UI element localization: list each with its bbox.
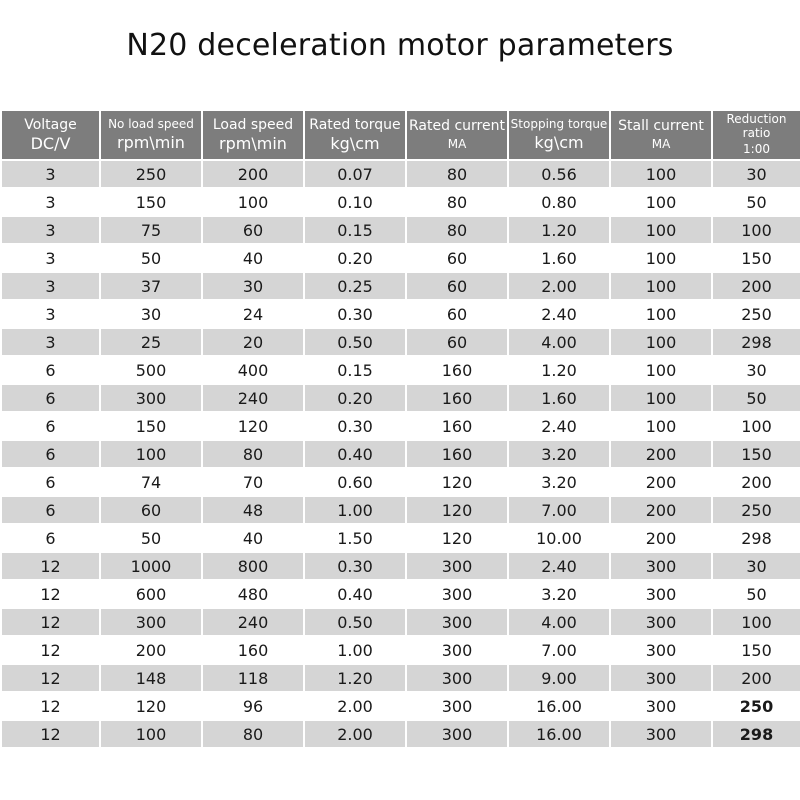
cell-stall-current: 100: [611, 301, 711, 327]
cell-voltage: 6: [2, 385, 99, 411]
cell-rated-current: 120: [407, 525, 507, 551]
cell-load-speed: 400: [203, 357, 303, 383]
cell-reduction-ratio: 100: [713, 413, 800, 439]
cell-rated-torque: 1.00: [305, 637, 405, 663]
cell-stall-current: 100: [611, 189, 711, 215]
cell-reduction-ratio: 150: [713, 637, 800, 663]
table-row: [2, 413, 800, 439]
cell-stall-current: 300: [611, 609, 711, 635]
cell-stall-current: 200: [611, 525, 711, 551]
cell-stall-current: 100: [611, 385, 711, 411]
cell-no-load-speed: 30: [101, 301, 201, 327]
cell-no-load-speed: 100: [101, 721, 201, 747]
cell-rated-torque: 1.20: [305, 665, 405, 691]
cell-no-load-speed: 200: [101, 637, 201, 663]
cell-stopping-torque: 2.00: [509, 273, 609, 299]
cell-rated-current: 300: [407, 553, 507, 579]
cell-reduction-ratio: 150: [713, 441, 800, 467]
table-row: [2, 553, 800, 579]
cell-load-speed: 30: [203, 273, 303, 299]
cell-load-speed: 100: [203, 189, 303, 215]
cell-rated-current: 60: [407, 245, 507, 271]
cell-load-speed: 120: [203, 413, 303, 439]
cell-rated-torque: 1.00: [305, 497, 405, 523]
table-row: [2, 189, 800, 215]
cell-stall-current: 100: [611, 329, 711, 355]
cell-stall-current: 300: [611, 693, 711, 719]
cell-rated-current: 80: [407, 189, 507, 215]
cell-no-load-speed: 120: [101, 693, 201, 719]
table-row: [2, 525, 800, 551]
cell-stopping-torque: 1.20: [509, 357, 609, 383]
cell-reduction-ratio: 30: [713, 161, 800, 187]
cell-load-speed: 160: [203, 637, 303, 663]
cell-reduction-ratio: 50: [713, 189, 800, 215]
cell-rated-current: 80: [407, 217, 507, 243]
table-row: [2, 301, 800, 327]
header-stopping-torque: Stopping torque kg\cm: [509, 111, 609, 159]
cell-load-speed: 80: [203, 441, 303, 467]
cell-rated-torque: 0.40: [305, 441, 405, 467]
cell-stopping-torque: 0.80: [509, 189, 609, 215]
cell-rated-torque: 0.50: [305, 609, 405, 635]
cell-rated-current: 300: [407, 637, 507, 663]
cell-voltage: 12: [2, 637, 99, 663]
cell-stopping-torque: 4.00: [509, 329, 609, 355]
cell-stall-current: 200: [611, 497, 711, 523]
cell-rated-current: 60: [407, 301, 507, 327]
cell-stopping-torque: 3.20: [509, 469, 609, 495]
cell-reduction-ratio: 150: [713, 245, 800, 271]
cell-load-speed: 118: [203, 665, 303, 691]
cell-voltage: 12: [2, 721, 99, 747]
cell-load-speed: 40: [203, 245, 303, 271]
cell-rated-torque: 0.60: [305, 469, 405, 495]
cell-no-load-speed: 50: [101, 245, 201, 271]
cell-rated-current: 160: [407, 441, 507, 467]
cell-rated-torque: 0.25: [305, 273, 405, 299]
cell-rated-torque: 0.07: [305, 161, 405, 187]
cell-rated-current: 60: [407, 273, 507, 299]
cell-stopping-torque: 3.20: [509, 581, 609, 607]
cell-rated-current: 300: [407, 693, 507, 719]
cell-stall-current: 200: [611, 469, 711, 495]
cell-voltage: 12: [2, 693, 99, 719]
table-body: [2, 161, 800, 747]
cell-rated-torque: 0.15: [305, 357, 405, 383]
cell-rated-current: 300: [407, 721, 507, 747]
header-load-speed: Load speed rpm\min: [203, 111, 303, 159]
cell-stall-current: 100: [611, 273, 711, 299]
cell-rated-torque: 0.40: [305, 581, 405, 607]
table-row: [2, 329, 800, 355]
cell-stall-current: 300: [611, 665, 711, 691]
cell-no-load-speed: 148: [101, 665, 201, 691]
table-row: [2, 385, 800, 411]
cell-rated-torque: 1.50: [305, 525, 405, 551]
cell-reduction-ratio: 250: [713, 301, 800, 327]
cell-voltage: 3: [2, 329, 99, 355]
cell-stopping-torque: 2.40: [509, 553, 609, 579]
cell-rated-torque: 0.50: [305, 329, 405, 355]
cell-stall-current: 100: [611, 357, 711, 383]
cell-stopping-torque: 1.20: [509, 217, 609, 243]
cell-rated-current: 160: [407, 385, 507, 411]
cell-rated-torque: 0.20: [305, 385, 405, 411]
cell-rated-current: 60: [407, 329, 507, 355]
cell-load-speed: 240: [203, 385, 303, 411]
cell-rated-current: 300: [407, 609, 507, 635]
header-rated-current: Rated current MA: [407, 111, 507, 159]
cell-stall-current: 300: [611, 581, 711, 607]
cell-rated-current: 300: [407, 581, 507, 607]
cell-rated-current: 300: [407, 665, 507, 691]
table-row: [2, 665, 800, 691]
cell-reduction-ratio: 50: [713, 581, 800, 607]
cell-no-load-speed: 37: [101, 273, 201, 299]
cell-voltage: 12: [2, 553, 99, 579]
cell-no-load-speed: 500: [101, 357, 201, 383]
cell-stall-current: 100: [611, 245, 711, 271]
cell-stopping-torque: 16.00: [509, 693, 609, 719]
cell-load-speed: 480: [203, 581, 303, 607]
cell-rated-torque: 0.15: [305, 217, 405, 243]
cell-no-load-speed: 300: [101, 385, 201, 411]
cell-load-speed: 48: [203, 497, 303, 523]
cell-reduction-ratio: 298: [713, 721, 800, 747]
cell-stall-current: 100: [611, 161, 711, 187]
cell-load-speed: 40: [203, 525, 303, 551]
cell-load-speed: 80: [203, 721, 303, 747]
cell-load-speed: 20: [203, 329, 303, 355]
cell-stopping-torque: 3.20: [509, 441, 609, 467]
header-rated-torque: Rated torque kg\cm: [305, 111, 405, 159]
cell-no-load-speed: 60: [101, 497, 201, 523]
cell-stall-current: 300: [611, 553, 711, 579]
header-no-load-speed: No load speed rpm\min: [101, 111, 201, 159]
table-header-row: [2, 111, 800, 159]
cell-rated-current: 160: [407, 413, 507, 439]
table-row: [2, 497, 800, 523]
cell-load-speed: 24: [203, 301, 303, 327]
cell-rated-torque: 2.00: [305, 721, 405, 747]
cell-no-load-speed: 150: [101, 413, 201, 439]
cell-stopping-torque: 1.60: [509, 245, 609, 271]
cell-reduction-ratio: 30: [713, 357, 800, 383]
cell-reduction-ratio: 30: [713, 553, 800, 579]
table-row: [2, 441, 800, 467]
cell-rated-current: 120: [407, 497, 507, 523]
cell-voltage: 6: [2, 469, 99, 495]
cell-voltage: 6: [2, 497, 99, 523]
cell-no-load-speed: 25: [101, 329, 201, 355]
cell-voltage: 12: [2, 609, 99, 635]
table-row: [2, 693, 800, 719]
cell-stopping-torque: 7.00: [509, 497, 609, 523]
cell-reduction-ratio: 298: [713, 329, 800, 355]
cell-voltage: 12: [2, 581, 99, 607]
cell-stopping-torque: 0.56: [509, 161, 609, 187]
cell-no-load-speed: 1000: [101, 553, 201, 579]
table-row: [2, 581, 800, 607]
cell-voltage: 6: [2, 357, 99, 383]
cell-no-load-speed: 74: [101, 469, 201, 495]
cell-voltage: 6: [2, 441, 99, 467]
cell-reduction-ratio: 250: [713, 497, 800, 523]
table-row: [2, 637, 800, 663]
cell-voltage: 3: [2, 161, 99, 187]
cell-load-speed: 240: [203, 609, 303, 635]
cell-voltage: 12: [2, 665, 99, 691]
cell-stall-current: 200: [611, 441, 711, 467]
cell-stopping-torque: 16.00: [509, 721, 609, 747]
cell-reduction-ratio: 200: [713, 469, 800, 495]
cell-voltage: 3: [2, 189, 99, 215]
cell-rated-current: 80: [407, 161, 507, 187]
cell-stall-current: 100: [611, 413, 711, 439]
cell-stopping-torque: 4.00: [509, 609, 609, 635]
cell-reduction-ratio: 50: [713, 385, 800, 411]
cell-reduction-ratio: 250: [713, 693, 800, 719]
cell-rated-torque: 0.30: [305, 413, 405, 439]
cell-no-load-speed: 250: [101, 161, 201, 187]
cell-reduction-ratio: 200: [713, 665, 800, 691]
cell-no-load-speed: 50: [101, 525, 201, 551]
cell-rated-torque: 0.10: [305, 189, 405, 215]
cell-no-load-speed: 600: [101, 581, 201, 607]
header-voltage: Voltage DC/V: [2, 111, 99, 159]
header-reduction-ratio: Reduction ratio 1:00: [713, 111, 800, 159]
cell-reduction-ratio: 100: [713, 609, 800, 635]
cell-load-speed: 96: [203, 693, 303, 719]
cell-no-load-speed: 100: [101, 441, 201, 467]
cell-rated-torque: 2.00: [305, 693, 405, 719]
cell-rated-torque: 0.30: [305, 553, 405, 579]
table-row: [2, 217, 800, 243]
cell-no-load-speed: 150: [101, 189, 201, 215]
cell-stall-current: 300: [611, 721, 711, 747]
cell-reduction-ratio: 100: [713, 217, 800, 243]
cell-load-speed: 60: [203, 217, 303, 243]
cell-stall-current: 100: [611, 217, 711, 243]
cell-load-speed: 200: [203, 161, 303, 187]
cell-no-load-speed: 300: [101, 609, 201, 635]
cell-voltage: 3: [2, 301, 99, 327]
cell-voltage: 6: [2, 413, 99, 439]
page-title: N20 deceleration motor parameters: [126, 28, 674, 63]
table-row: [2, 273, 800, 299]
table-row: [2, 245, 800, 271]
cell-stopping-torque: 2.40: [509, 413, 609, 439]
cell-reduction-ratio: 200: [713, 273, 800, 299]
cell-load-speed: 800: [203, 553, 303, 579]
cell-load-speed: 70: [203, 469, 303, 495]
motor-parameters-table: [0, 109, 800, 749]
table-row: [2, 721, 800, 747]
cell-rated-current: 160: [407, 357, 507, 383]
table-row: [2, 357, 800, 383]
cell-rated-torque: 0.30: [305, 301, 405, 327]
table-row: [2, 161, 800, 187]
table-row: [2, 609, 800, 635]
cell-rated-current: 120: [407, 469, 507, 495]
cell-voltage: 3: [2, 245, 99, 271]
cell-rated-torque: 0.20: [305, 245, 405, 271]
table-row: [2, 469, 800, 495]
cell-stopping-torque: 2.40: [509, 301, 609, 327]
cell-voltage: 3: [2, 217, 99, 243]
cell-stopping-torque: 7.00: [509, 637, 609, 663]
header-stall-current: Stall current MA: [611, 111, 711, 159]
cell-voltage: 6: [2, 525, 99, 551]
cell-stopping-torque: 10.00: [509, 525, 609, 551]
cell-stopping-torque: 1.60: [509, 385, 609, 411]
cell-no-load-speed: 75: [101, 217, 201, 243]
cell-reduction-ratio: 298: [713, 525, 800, 551]
cell-stopping-torque: 9.00: [509, 665, 609, 691]
cell-voltage: 3: [2, 273, 99, 299]
cell-stall-current: 300: [611, 637, 711, 663]
